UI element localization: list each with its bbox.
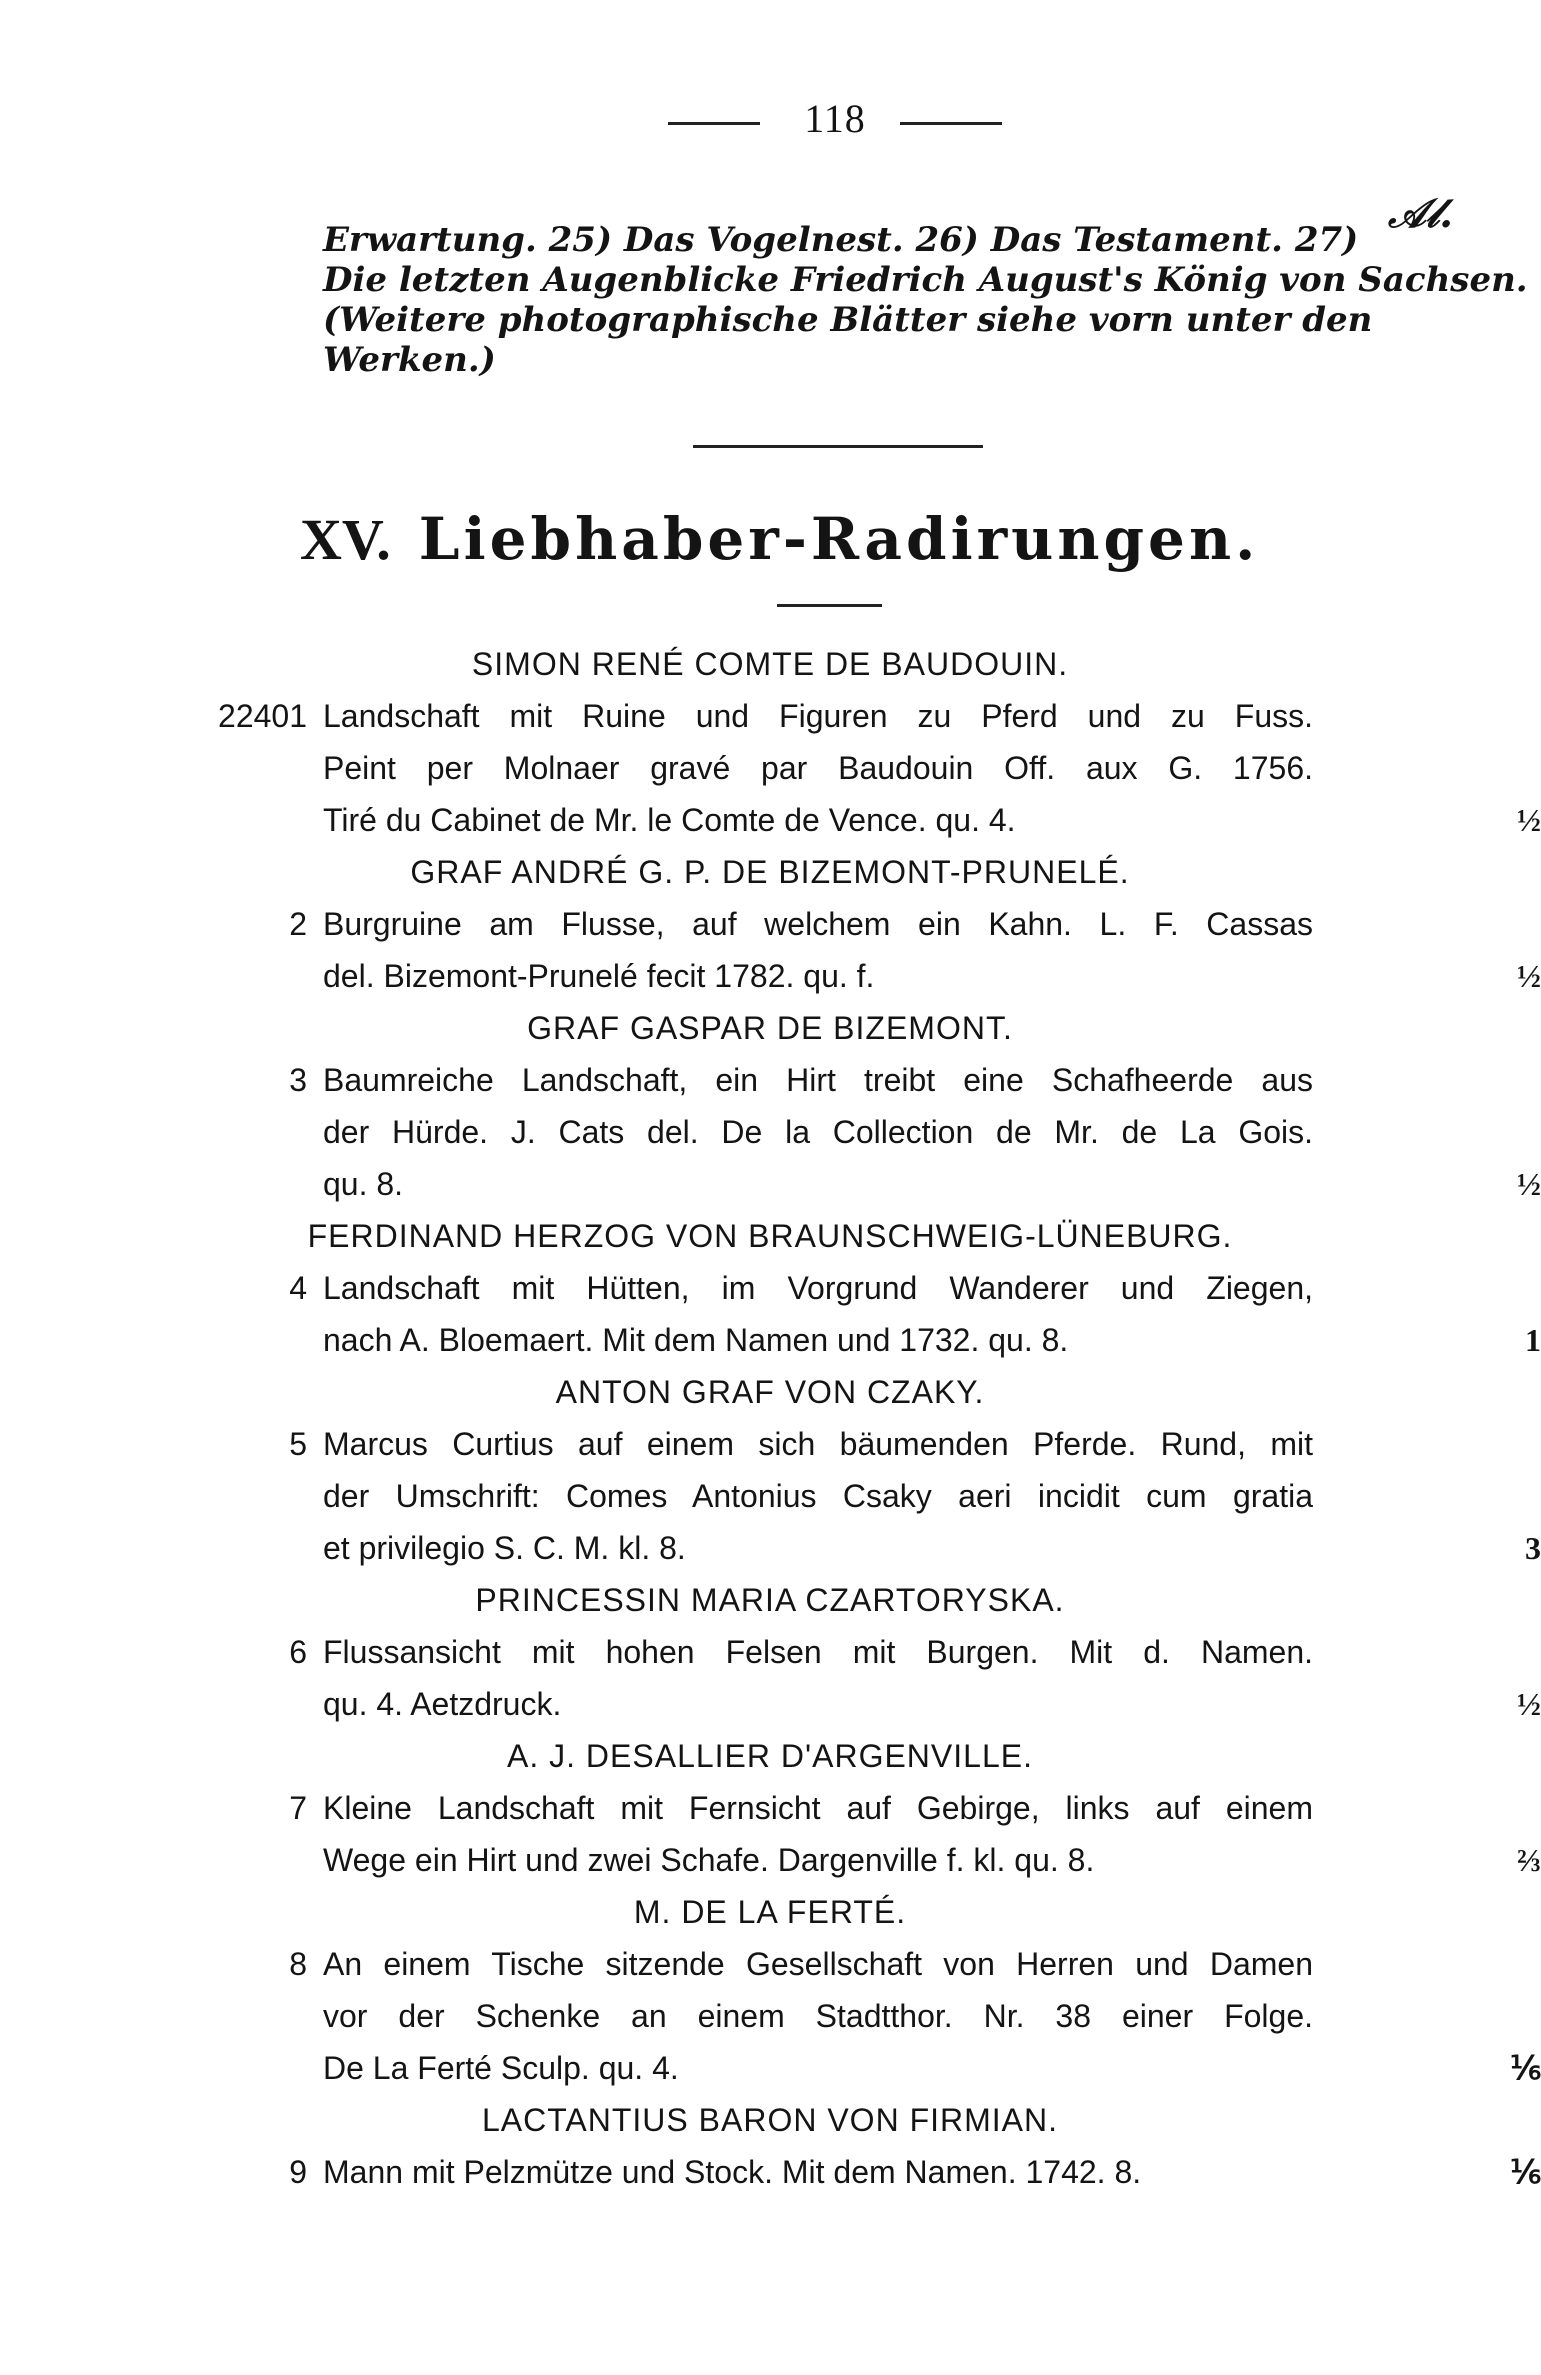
- entry-description-line: Baumreiche Landschaft, ein Hirt treibt eine Schafheerde aus: [323, 1062, 1313, 1098]
- entry-number: 6: [289, 1634, 307, 1670]
- artist-heading: M. DE LA FERTÉ.: [633, 1894, 907, 1930]
- catalogue-entry: [0, 2146, 1541, 2198]
- entry-number: 4: [289, 1270, 307, 1306]
- entry-price: 3: [1525, 1530, 1541, 1566]
- entry-description-line: Tiré du Cabinet de Mr. le Comte de Vence. qu. 4.: [323, 802, 1016, 838]
- entry-price: ⅙: [1509, 2154, 1541, 2190]
- entry-number: 9: [289, 2154, 307, 2190]
- heading-underline: [777, 604, 882, 607]
- header-rule-left: [668, 122, 760, 125]
- entry-price: ½: [1517, 1686, 1541, 1722]
- catalogue-entry: [0, 1418, 1541, 1574]
- entry-description-line: Landschaft mit Ruine und Figuren zu Pferd und zu Fuss.: [323, 698, 1313, 734]
- entry-price: ½: [1517, 802, 1541, 838]
- artist-heading: FERDINAND HERZOG VON BRAUNSCHWEIG-LÜNEBURG.: [307, 1218, 1233, 1254]
- entry-price: 1: [1525, 1322, 1541, 1358]
- entry-description-line: Wege ein Hirt und zwei Schafe. Dargenville f. kl. qu. 8.: [323, 1842, 1095, 1878]
- entry-description-line: Flussansicht mit hohen Felsen mit Burgen. Mit d. Namen.: [323, 1634, 1313, 1670]
- entry-description-line: der Hürde. J. Cats del. De la Collection de Mr. de La Gois.: [323, 1114, 1313, 1150]
- entry-description-line: et privilegio S. C. M. kl. 8.: [323, 1530, 686, 1566]
- entry-description-line: qu. 8.: [323, 1166, 404, 1202]
- entry-number: 3: [289, 1062, 307, 1098]
- entry-description-line: Burgruine am Flusse, auf welchem ein Kahn. L. F. Cassas: [323, 906, 1313, 942]
- entry-description-line: De La Ferté Sculp. qu. 4.: [323, 2050, 679, 2086]
- entry-number: 5: [289, 1426, 307, 1462]
- catalogue-entry: [0, 1054, 1541, 1210]
- intro-paragraph: [323, 220, 1528, 380]
- artist-heading: LACTANTIUS BARON VON FIRMIAN.: [481, 2102, 1058, 2138]
- entry-price: ½: [1517, 958, 1541, 994]
- artist-heading: GRAF ANDRÉ G. P. DE BIZEMONT-PRUNELÉ.: [410, 854, 1130, 890]
- section-divider: [693, 445, 983, 448]
- entry-description-line: del. Bizemont-Prunelé fecit 1782. qu. f.: [323, 958, 875, 994]
- entry-description-line: nach A. Bloemaert. Mit dem Namen und 1732. qu. 8.: [323, 1322, 1069, 1358]
- artist-heading: SIMON RENÉ COMTE DE BAUDOUIN.: [471, 646, 1069, 682]
- catalogue-entry: [0, 898, 1541, 1002]
- entry-description-line: Kleine Landschaft mit Fernsicht auf Gebirge, links auf einem: [323, 1790, 1313, 1826]
- artist-heading: GRAF GASPAR DE BIZEMONT.: [527, 1010, 1013, 1046]
- entry-description-line: Landschaft mit Hütten, im Vorgrund Wanderer und Ziegen,: [323, 1270, 1313, 1306]
- intro-line: Werken.): [323, 340, 496, 380]
- entry-price: ⅙: [1509, 2050, 1541, 2086]
- intro-line: Erwartung. 25) Das Vogelnest. 26) Das Testament. 27): [323, 220, 1359, 260]
- artist-heading: ANTON GRAF VON CZAKY.: [555, 1374, 985, 1410]
- page-number: 118: [804, 96, 866, 141]
- catalogue-list: [0, 638, 1541, 2198]
- entry-description-line: Peint per Molnaer gravé par Baudouin Off. aux G. 1756.: [323, 750, 1313, 786]
- catalogue-entry: [0, 1938, 1541, 2094]
- intro-line: (Weitere photographische Blätter siehe vorn unter den: [323, 300, 1373, 340]
- artist-heading: A. J. DESALLIER D'ARGENVILLE.: [507, 1738, 1033, 1774]
- entry-description-line: An einem Tische sitzende Gesellschaft von Herren und Damen: [323, 1946, 1313, 1982]
- entry-number: 2: [289, 906, 307, 942]
- marginal-handwritten-mark: 𝒜𝓁.: [1388, 190, 1454, 237]
- catalogue-entry: [0, 1782, 1541, 1886]
- entry-description-line: der Umschrift: Comes Antonius Csaky aeri incidit cum gratia: [323, 1478, 1313, 1514]
- catalogue-entry: [0, 1626, 1541, 1730]
- entry-description-line: Mann mit Pelzmütze und Stock. Mit dem Namen. 1742. 8.: [323, 2154, 1142, 2190]
- section-heading: [300, 505, 1260, 573]
- section-title: Liebhaber-Radirungen.: [418, 505, 1260, 573]
- page-header: [0, 95, 1541, 155]
- entry-description-line: vor der Schenke an einem Stadtthor. Nr. 38 einer Folge.: [323, 1998, 1313, 2034]
- entry-price: ½: [1517, 1166, 1541, 1202]
- entry-price: ⅔: [1517, 1842, 1541, 1878]
- entry-number: 22401: [218, 698, 307, 734]
- entry-number: 7: [289, 1790, 307, 1826]
- entry-description-line: Marcus Curtius auf einem sich bäumenden Pferde. Rund, mit: [323, 1426, 1313, 1462]
- catalogue-entry: [0, 1262, 1541, 1366]
- header-rule-right: [900, 122, 1002, 125]
- entry-number: 8: [289, 1946, 307, 1982]
- artist-heading: PRINCESSIN MARIA CZARTORYSKA.: [475, 1582, 1065, 1618]
- section-numeral: XV.: [300, 507, 391, 572]
- catalogue-entry: [0, 690, 1541, 846]
- entry-description-line: qu. 4. Aetzdruck.: [323, 1686, 562, 1722]
- intro-line: Die letzten Augenblicke Friedrich August's König von Sachsen.: [323, 260, 1528, 300]
